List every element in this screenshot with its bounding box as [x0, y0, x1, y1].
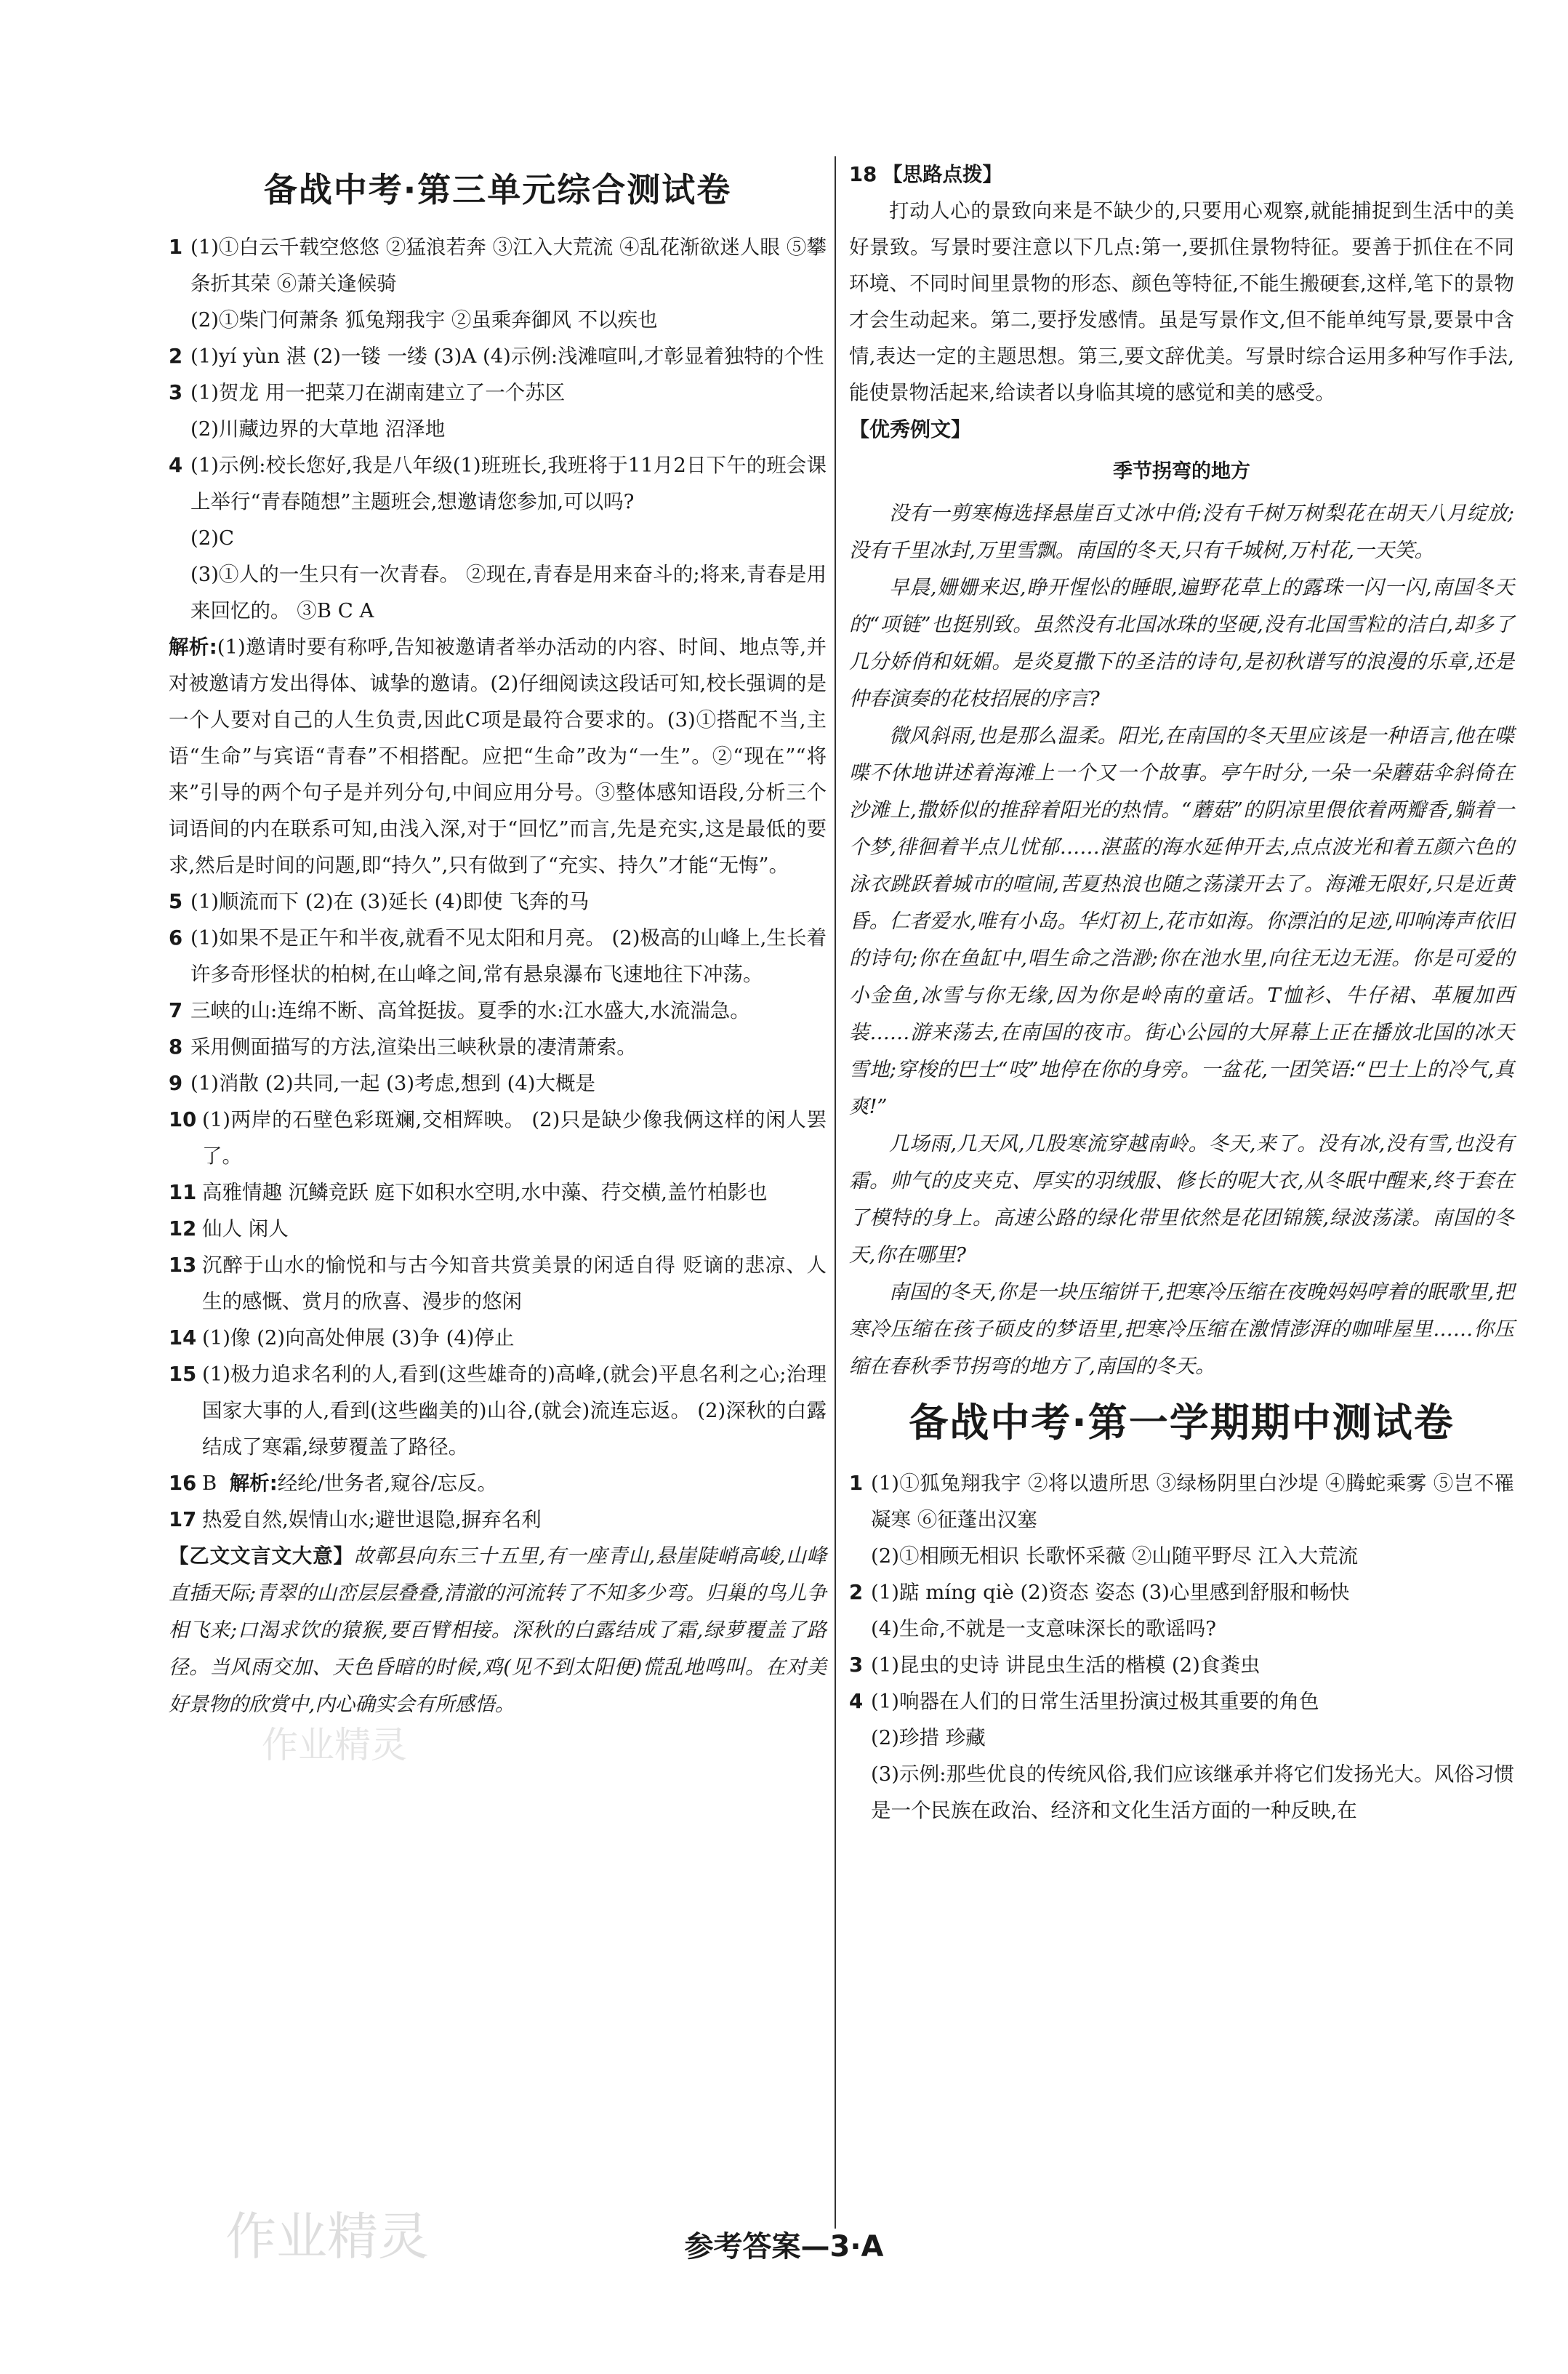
question-3 [169, 374, 827, 447]
question-12 [169, 1211, 827, 1247]
question-number: 2 [169, 345, 183, 368]
question-number: 10 [169, 1108, 197, 1131]
section-title-midterm: 备战中考·第一学期期中测试卷 [909, 1400, 1455, 1445]
answer-line: (1)yí yùn 湛 (2)一镂 一缕 (3)A (4)示例:浅滩喧叫,才彰显着独特的个性 [190, 345, 824, 368]
essay-paragraph: 微风斜雨,也是那么温柔。阳光,在南国的冬天里应该是一种语言,他在喋喋不休地讲述着海滩上一个又一个故事。亭午时分,一朵一朵蘑菇伞斜倚在沙滩上,撒娇似的推辞着阳光的热情。“蘑菇”的阴凉里偎依着两瓣香,躺着一个梦,徘徊着半点儿忧郁……湛蓝的海水延伸开去,点点波光和着五颜六色的泳衣跳跃着城市的喧闹,苦夏热浪也随之荡漾开去了。海滩无限好,只是近黄昏。仁者爱水,唯有小岛。华灯初上,花市如海。你漂泊的足迹,叩响涛声依旧的诗句;你在鱼缸中,唱生命之浩渺;你在池水里,向往无边无涯。你是可爱的小金鱼,冰雪与你无缘,因为你是岭南的童话。T恤衫、牛仔裙、革履加西装……游来荡去,在南国的夜市。街心公园的大屏幕上正在播放北国的冰天雪地;穿梭的巴士“吱”地停在你的身旁。一盆花,一团笑语:“巴士上的冷气,真爽!” [849, 724, 1514, 1118]
essay-paragraph: 几场雨,几天风,几股寒流穿越南岭。冬天,来了。没有冰,没有雪,也没有霜。帅气的皮夹克、厚实的羽绒服、修长的呢大衣,从冬眠中醒来,终于套在了模特的身上。高速公路的绿化带里依然是花团锦簇,绿波荡漾。南国的冬天,你在哪里? [849, 1132, 1514, 1267]
answer-text: (1)顺流而下 (2)在 (3)延长 (4)即使 飞奔的马 [190, 890, 590, 913]
answer-line: (1)踮 míng qiè (2)资态 姿态 (3)心里感到舒服和畅快 [871, 1581, 1350, 1604]
answer-line: (1)①白云千载空悠悠 ②猛浪若奔 ③江入大荒流 ④乱花渐欲迷人眼 ⑤攀条折其荣 ⑥萧关逢候骑 [190, 236, 827, 295]
q18-hint-text: 打动人心的景致向来是不缺少的,只要用心观察,就能捕捉到生活中的美好景致。写景时要注意以下几点:第一,要抓住景物特征。要善于抓住在不同环境、不同时间里景物的形态、颜色等特征,不能生搬硬套,这样,笔下的景物才会生动起来。第二,要抒发感情。虽是写景作文,但不能单纯写景,要景中含情,表达一定的主题思想。第三,要文辞优美。写景时综合运用多种写作手法,能使景物活起来,给读者以身临其境的感觉和美的感受。 [849, 199, 1514, 404]
midterm-question-4 [849, 1683, 1514, 1829]
right-column [849, 156, 1514, 1829]
answer-text: (1)极力追求名利的人,看到(这些雄奇的)高峰,(就会)平息名利之心;治理国家大事的人,看到(这些幽美的)山谷,(就会)流连忘返。 (2)深秋的白露结成了寒霜,绿萝覆盖了路径。 [202, 1363, 827, 1459]
question-4 [169, 447, 827, 629]
question-number: 3 [169, 381, 183, 404]
essay-paragraph: 早晨,姗姗来迟,睁开惺忪的睡眼,遍野花草上的露珠一闪一闪,南国冬天的“项链”也挺别致。虽然没有北国冰珠的坚硬,没有北国雪粒的洁白,却多了几分娇俏和妩媚。是炎夏撒下的圣洁的诗句,是初秋谱写的浪漫的乐章,还是仲春演奏的花枝招展的序言? [849, 576, 1514, 710]
answer-line: (4)生命,不就是一支意味深长的歌谣吗? [871, 1617, 1216, 1640]
q16-answer: B [202, 1472, 217, 1495]
translation-text: 故鄣县向东三十五里,有一座青山,悬崖陡峭高峻,山峰直插天际;青翠的山峦层层叠叠,清澈的河流转了不知多少弯。归巢的鸟儿争相飞来;口渴求饮的猿猴,要百臂相接。深秋的白露结成了霜,绿萝覆盖了路径。当风雨交加、天色昏暗的时候,鸡(见不到太阳便)慌乱地鸣叫。在对美好景物的欣赏中,内心确实会有所感悟。 [169, 1544, 827, 1716]
example-essay-label: 【优秀例文】 [849, 417, 972, 441]
answer-text [202, 1465, 827, 1501]
question-number: 1 [169, 236, 183, 259]
answer-line: (2)川藏边界的大草地 沼泽地 [190, 417, 446, 441]
question-15 [169, 1356, 827, 1465]
question-18 [849, 156, 1514, 193]
question-number: 6 [169, 926, 183, 950]
essay-paragraph: 南国的冬天,你是一块压缩饼干,把寒冷压缩在夜晚妈妈哼着的眠歌里,把寒冷压缩在孩子硕皮的梦语里,把寒冷压缩在激情澎湃的咖啡屋里……你压缩在春秋季节拐弯的地方了,南国的冬天。 [849, 1280, 1514, 1378]
column-divider [835, 156, 836, 2229]
question-7 [169, 992, 827, 1029]
question-number: 12 [169, 1217, 197, 1240]
answer-line: (1)昆虫的史诗 讲昆虫生活的楷模 (2)食粪虫 [871, 1653, 1261, 1677]
answer-text: 仙人 闲人 [202, 1217, 289, 1240]
question-17 [169, 1501, 827, 1538]
question-4-analysis [169, 629, 827, 883]
answer-text: 高雅情趣 沉鳞竞跃 庭下如积水空明,水中藻、荇交横,盖竹柏影也 [202, 1181, 768, 1204]
question-13 [169, 1247, 827, 1320]
essay-paragraph: 没有一剪寒梅选择悬崖百丈冰中俏;没有千树万树梨花在胡天八月绽放;没有千里冰封,万里雪飘。南国的冬天,只有千城树,万村花,一天笑。 [849, 502, 1514, 562]
answer-line: (1)贺龙 用一把菜刀在湖南建立了一个苏区 [190, 381, 566, 404]
answer-line: (1)示例:校长您好,我是八年级(1)班班长,我班将于11月2日下午的班会课上举行“青春随想”主题班会,想邀请您参加,可以吗? [190, 454, 827, 513]
analysis-label: 解析: [169, 635, 217, 659]
answer-text: 沉醉于山水的愉悦和与古今知音共赏美景的闲适自得 贬谪的悲凉、人生的感慨、赏月的欣喜、漫步的悠闲 [202, 1254, 827, 1313]
question-number: 3 [849, 1653, 864, 1677]
answer-text: (1)像 (2)向高处伸展 (3)争 (4)停止 [202, 1326, 515, 1350]
page-footer: 参考答案—3·A [684, 2230, 884, 2263]
question-14 [169, 1320, 827, 1356]
left-column [169, 156, 827, 1723]
midterm-question-1 [849, 1465, 1514, 1574]
hint-label: 【思路点拨】 [882, 163, 1002, 186]
answer-line: (3)示例:那些优良的传统风俗,我们应该继承并将它们发扬光大。风俗习惯是一个民族在政治、经济和文化生活方面的一种反映,在 [871, 1763, 1514, 1822]
answer-text: 采用侧面描写的方法,渲染出三峡秋景的凄清萧索。 [190, 1035, 637, 1059]
question-number: 16 [169, 1472, 197, 1495]
essay-title: 季节拐弯的地方 [1113, 460, 1250, 483]
question-number: 7 [169, 999, 183, 1022]
question-16 [169, 1465, 827, 1501]
answer-text: 热爱自然,娱情山水;避世退隐,摒弃名利 [202, 1508, 542, 1531]
question-1 [169, 229, 827, 338]
question-number: 2 [849, 1581, 864, 1604]
answer-text: 三峡的山:连绵不断、高耸挺拔。夏季的水:江水盛大,水流湍急。 [190, 999, 750, 1022]
answer-line: (3)①人的一生只有一次青春。 ②现在,青春是用来奋斗的;将来,青春是用来回忆的。 ③B C A [190, 563, 827, 622]
question-number: 9 [169, 1072, 183, 1095]
analysis-label: 解析: [229, 1472, 278, 1495]
answer-text: (1)两岸的石壁色彩斑斓,交相辉映。 (2)只是缺少像我俩这样的闲人罢了。 [202, 1108, 827, 1168]
question-number: 4 [169, 454, 183, 477]
watermark: 作业精灵 [225, 2207, 429, 2266]
answer-line: (2)C [190, 526, 234, 550]
answer-text: (1)消散 (2)共同,一起 (3)考虑,想到 (4)大概是 [190, 1072, 596, 1095]
question-number: 15 [169, 1363, 197, 1386]
question-number: 5 [169, 890, 183, 913]
question-number: 18 [849, 163, 877, 186]
midterm-question-2 [849, 1574, 1514, 1647]
question-11 [169, 1174, 827, 1211]
analysis-text: (1)邀请时要有称呼,告知被邀请者举办活动的内容、时间、地点等,并对被邀请方发出得体、诚挚的邀请。(2)仔细阅读这段话可知,校长强调的是一个人要对自己的人生负责,因此C项是最符合要求的。(3)①搭配不当,主语“生命”与宾语“青春”不相搭配。应把“生命”改为“一生”。②“现在”“将来”引导的两个句子是并列分句,中间应用分号。③整体感知语段,分析三个词语间的内在联系可知,由浅入深,对于“回忆”而言,先是充实,这是最低的要求,然后是时间的问题,即“持久”,只有做到了“充实、持久”才能“无悔”。 [169, 635, 827, 877]
classical-translation [169, 1538, 827, 1723]
watermark: 作业精灵 [262, 1724, 407, 1766]
question-number: 4 [849, 1690, 864, 1713]
question-number: 17 [169, 1508, 197, 1531]
answer-line: (2)①柴门何萧条 狐兔翔我宇 ②虽乘奔御风 不以疾也 [190, 308, 658, 332]
section-title-unit3: 备战中考·第三单元综合测试卷 [263, 170, 732, 209]
answer-line: (2)①相顾无相识 长歌怀采薇 ②山随平野尽 江入大荒流 [871, 1544, 1359, 1568]
question-10 [169, 1102, 827, 1174]
answer-line: (1)响器在人们的日常生活里扮演过极其重要的角色 [871, 1690, 1319, 1713]
translation-label: 【乙文文言文大意】 [169, 1544, 354, 1568]
answer-line: (2)珍措 珍藏 [871, 1726, 986, 1749]
answer-line: (1)①狐兔翔我宇 ②将以遗所思 ③绿杨阴里白沙堤 ④腾蛇乘雾 ⑤岂不罹凝寒 ⑥征蓬出汉塞 [871, 1472, 1514, 1531]
question-number: 1 [849, 1472, 864, 1495]
midterm-question-3 [849, 1647, 1514, 1683]
question-6 [169, 920, 827, 992]
q16-analysis: 经纶/世务者,窥谷/忘反。 [277, 1472, 497, 1495]
answer-text: (1)如果不是正午和半夜,就看不见太阳和月亮。 (2)极高的山峰上,生长着许多奇形怪状的柏树,在山峰之间,常有悬泉瀑布飞速地往下冲荡。 [190, 926, 827, 986]
question-2 [169, 338, 827, 374]
question-9 [169, 1065, 827, 1102]
question-number: 8 [169, 1035, 183, 1059]
question-number: 13 [169, 1254, 197, 1277]
question-number: 14 [169, 1326, 197, 1350]
question-8 [169, 1029, 827, 1065]
question-number: 11 [169, 1181, 197, 1204]
question-5 [169, 883, 827, 920]
